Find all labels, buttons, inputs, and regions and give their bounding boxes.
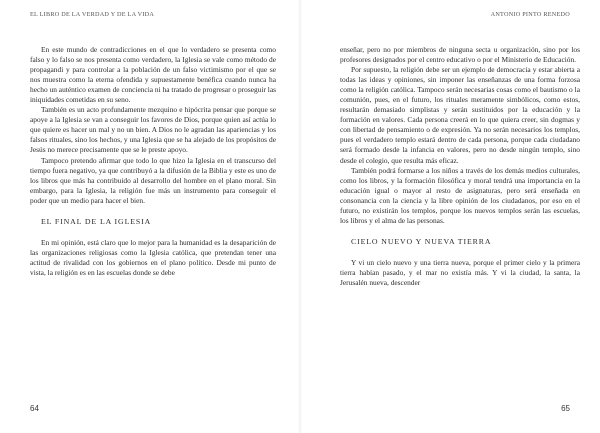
body-paragraph: En este mundo de contradicciones en el que lo verdadero se presenta como falso y lo falso se nos presenta como verdadero, la Iglesia se vale como método de propagandi y para controlar a la población de un falso victimismo por el que se nos muestra como la eterna ofendida y supuestamente benéfica cuando nunca ha hecho un auténtico examen de conciencia ni ha tratado de progresar o proseguir las iniquidades cometidas en su seno.: [30, 45, 276, 105]
page-number-left: 64: [30, 404, 39, 413]
left-page-body: [30, 45, 276, 278]
body-paragraph: Y vi un cielo nuevo y una tierra nueva, porque el primer cielo y la primera tierra habían pasado, y el mar no existía más. Y vi la ciudad, la santa, la Jerusalén nueva, descender: [340, 257, 580, 287]
running-head-left: EL LIBRO DE LA VERDAD Y DE LA VIDA: [30, 11, 155, 18]
section-heading-cielo-nuevo: CIELO NUEVO Y NUEVA TIERRA: [351, 236, 492, 246]
body-paragraph: También podrá formarse a los niños a través de los demás medios culturales, como los libros, y la formación filosófica y moral tendrá una importancia en la educación igual o mayor al resto de asignaturas, pero será enseñada en consonancia con la ciencia y la libre opinión de los ciudadanos, por eso en el futuro, no existirán los templos, porque los nuevos templos serán las escuelas, los libros y el alma de las personas.: [340, 165, 580, 225]
right-page: [300, 0, 600, 433]
running-head-right: ANTONIO PINTO RENEDO: [490, 11, 570, 18]
body-paragraph: También es un acto profundamente mezquino e hipócrita pensar que porque se apoye a la Iglesia se van a conseguir los favores de Dios, porque quien así actúa lo que quiere es hacer un mal y no un bien. A Dios no le agradan las apariencias y los falsos rituales, sino los hechos, y una Iglesia que se ha alejado de los propósitos de Jesús no merece precisamente que se le preste apoyo.: [30, 105, 276, 155]
body-paragraph-continued: enseñar, pero no por miembros de ninguna secta u organización, sino por los profesores designados por el centro educativo o por el Ministerio de Educación.: [340, 45, 580, 65]
body-paragraph: Por supuesto, la religión debe ser un ejemplo de democracia y estar abierta a todas las ideas y opiniones, sin imponer las enseñanzas de una forma forzosa como la religión católica. Tampoco serán necesarias cosas como el bautismo o la comunión, pues, en el futuro, los rituales meramente simbólicos, como estos, resultarán demasiado simplistas y serán sustituidos por la educación y la formación en valores. Cada persona creerá en lo que quiera creer, sin dogmas y con libertad de pensamiento o de expresión. Ya no serán necesarios los templos, pues el verdadero templo estará dentro de cada persona, porque cada ciudadano será formado desde la infancia en valores, pero no desde ningún templo, sino desde el colegio, que resulta más eficaz.: [340, 65, 580, 165]
section-heading-final-iglesia: EL FINAL DE LA IGLESIA: [41, 216, 152, 226]
page-number-right: 65: [561, 404, 570, 413]
body-paragraph: En mi opinión, está claro que lo mejor para la humanidad es la desaparición de las organizaciones religiosas como la Iglesia católica, que pretendan tener una actitud de rivalidad con los gobiernos en el plano político. Desde mi punto de vista, la religión es en las escuelas donde se debe: [30, 237, 276, 277]
body-paragraph: Tampoco pretendo afirmar que todo lo que hizo la Iglesia en el transcurso del tiempo fuera negativo, ya que contribuyó a la difusión de la Biblia y este es uno de los libros que más ha contribuido al desarrollo del hombre en el plano moral. Sin embargo, para la Iglesia, la religión fue más un instrumento para conseguir el poder que un medio para hacer el bien.: [30, 155, 276, 205]
right-page-body: [340, 45, 580, 288]
